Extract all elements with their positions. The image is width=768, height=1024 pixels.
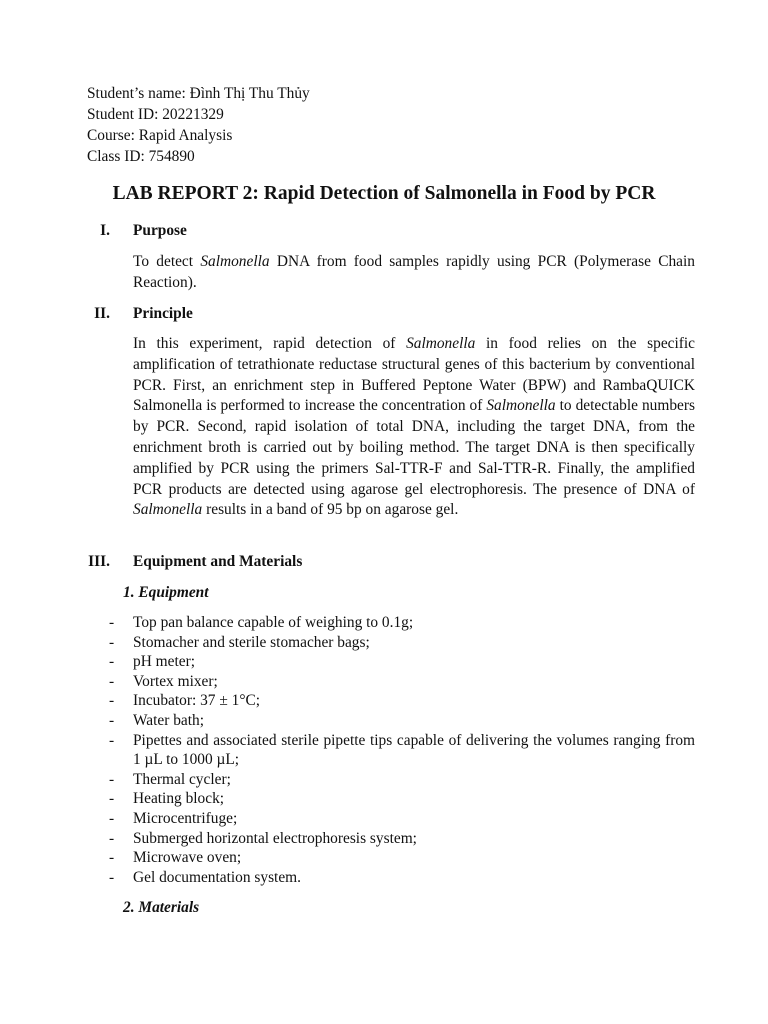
equipment-list-item <box>107 691 695 711</box>
list-bullet-dash: - <box>109 790 115 808</box>
principle-italic: Salmonella <box>133 501 203 519</box>
equipment-item-text: Water bath; <box>133 711 204 729</box>
purpose-paragraph <box>133 252 695 294</box>
equipment-list-item <box>107 789 695 809</box>
principle-paragraph <box>133 334 695 521</box>
equipment-item-text: Submerged horizontal electrophoresis system; <box>133 829 417 847</box>
class-id: Class ID: 754890 <box>87 148 195 165</box>
principle-text: results in a band of 95 bp on agarose gel. <box>202 501 459 519</box>
list-bullet-dash: - <box>109 633 115 651</box>
section-number-purpose: I. <box>100 222 110 239</box>
student-name: Student’s name: Đình Thị Thu Thủy <box>87 85 310 102</box>
equipment-item-text: Incubator: 37 ± 1°C; <box>133 692 261 710</box>
purpose-text: DNA from food samples rapidly using PCR (Polymerase Chain Reaction). <box>133 253 695 291</box>
equipment-item-text: Thermal cycler; <box>133 770 231 788</box>
equipment-item-text: Microwave oven; <box>133 849 242 867</box>
principle-text: to detectable numbers by PCR. Second, rapid isolation of total DNA, including the target DNA, from the enrichment broth is carried out by boiling method. The target DNA is then specifically amplified by PCR using the primers Sal-TTR-F and Sal-TTR-R. Finally, the amplified PCR products are detected using agarose gel electrophoresis. The presence of DNA of <box>133 397 695 498</box>
section-number-principle: II. <box>94 305 110 322</box>
list-bullet-dash: - <box>109 809 115 827</box>
list-bullet-dash: - <box>109 614 115 631</box>
equipment-list-item <box>107 809 695 829</box>
list-bullet-dash: - <box>109 770 115 788</box>
student-info <box>87 83 310 167</box>
equipment-list-item <box>107 613 695 633</box>
list-bullet-dash: - <box>109 829 115 847</box>
purpose-text: To detect <box>133 253 201 270</box>
principle-italic: Salmonella <box>486 397 556 415</box>
principle-text: In this experiment, rapid detection of <box>133 335 407 352</box>
equipment-list-item <box>107 829 695 849</box>
section-heading-principle: Principle <box>133 305 193 322</box>
equipment-list <box>107 613 695 887</box>
equipment-item-text: pH meter; <box>133 653 195 671</box>
equipment-item-text: Heating block; <box>133 790 225 808</box>
section-heading-purpose: Purpose <box>133 222 187 239</box>
equipment-list-item <box>107 672 695 692</box>
equipment-item-text: Pipettes and associated sterile pipette tips capable of delivering the volumes ranging from 1 µL to 1000 µL; <box>133 731 695 769</box>
equipment-list-item <box>107 731 695 770</box>
equipment-item-text: Gel documentation system. <box>133 868 301 886</box>
equipment-list-item <box>107 868 695 888</box>
equipment-list-item <box>107 633 695 653</box>
list-bullet-dash: - <box>109 653 115 671</box>
equipment-list-item <box>107 848 695 868</box>
section-heading-equipment-materials: Equipment and Materials <box>133 553 303 570</box>
equipment-item-text: Top pan balance capable of weighing to 0.1g; <box>133 614 414 631</box>
list-bullet-dash: - <box>109 711 115 729</box>
equipment-list-item <box>107 652 695 672</box>
principle-italic: Salmonella <box>406 335 476 352</box>
section-number-equipment-materials: III. <box>88 553 110 570</box>
equipment-item-text: Vortex mixer; <box>133 672 218 690</box>
list-bullet-dash: - <box>109 849 115 867</box>
list-bullet-dash: - <box>109 672 115 690</box>
list-bullet-dash: - <box>109 731 115 749</box>
equipment-item-text: Stomacher and sterile stomacher bags; <box>133 633 370 651</box>
equipment-list-item <box>107 770 695 790</box>
equipment-item-text: Microcentrifuge; <box>133 809 238 827</box>
principle-text: in food relies on the specific amplification of tetrathionate reductase structural genes of this bacterium by conventional PCR. First, an enrichment step in Buffered Peptone Water (BPW) and RambaQUICK Salmonella is performed to increase the concentration of <box>133 335 695 415</box>
subheading-equipment: 1. Equipment <box>123 584 209 601</box>
report-title: LAB REPORT 2: Rapid Detection of Salmonella in Food by PCR <box>112 183 656 204</box>
purpose-italic: Salmonella <box>200 253 270 270</box>
subheading-materials: 2. Materials <box>123 899 200 916</box>
course: Course: Rapid Analysis <box>87 127 233 144</box>
equipment-list-item <box>107 711 695 731</box>
list-bullet-dash: - <box>109 868 115 886</box>
student-id: Student ID: 20221329 <box>87 106 224 123</box>
list-bullet-dash: - <box>109 692 115 710</box>
